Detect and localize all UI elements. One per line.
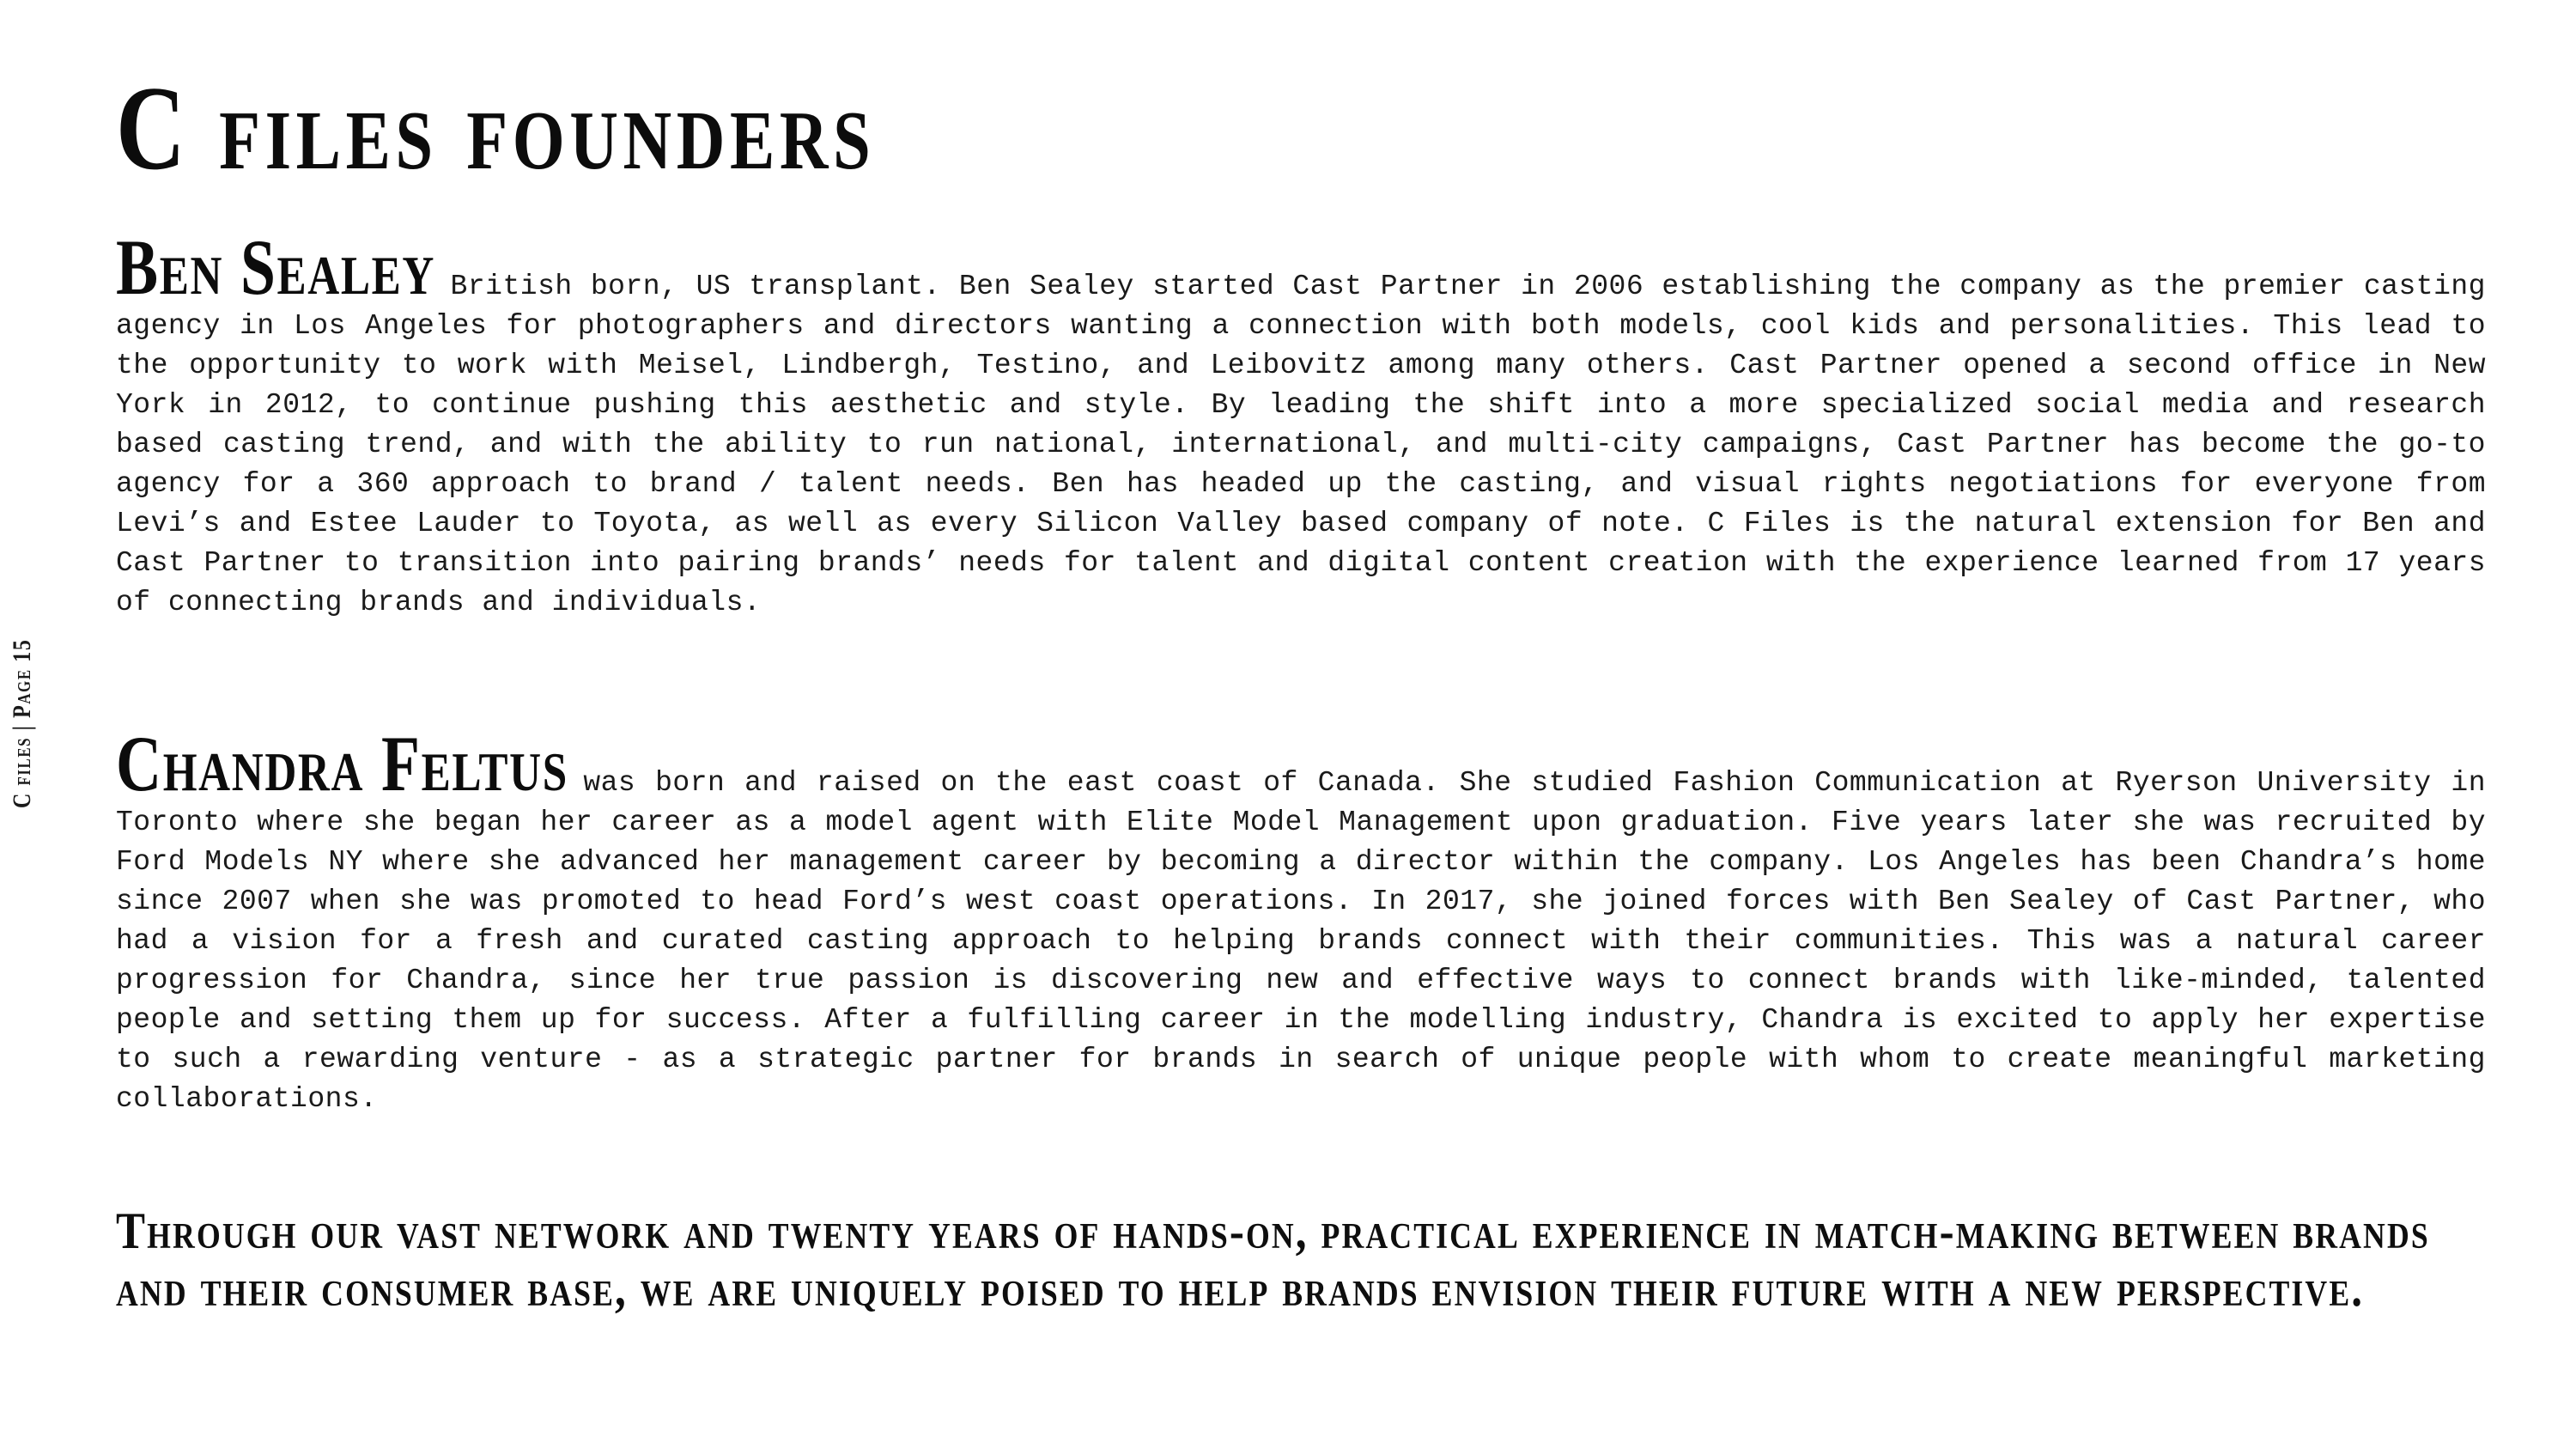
founder-bio-text-chandra: was born and raised on the east coast of Canada. She studied Fashion Communication at Ryerson University in Toronto where she began her career as a model agent with Elite Model Management upon graduation. Five years later she was recruited by Ford Models NY where she advanced her management career by becoming a director within the company. Los Angeles has been Chandra’s home since 2007 when she was promoted to head Ford’s west coast operations. In 2017, she joined forces with Ben Sealey of Cast Partner, who had a vision for a fresh and curated casting approach to helping brands connect with their communities. This was a natural career progression for Chandra, since her true passion is discovering new and effective ways to connect brands with like-minded, talented people and setting them up for success. After a fulfilling career in the modelling industry, Chandra is excited to apply her expertise to such a rewarding venture - as a strategic partner for brands in search of unique people with whom to create meaningful marketing collaborations. bbox=[116, 767, 2486, 1115]
page-content bbox=[116, 0, 2486, 1318]
page-edge-label bbox=[5, 612, 39, 835]
founder-bio-chandra bbox=[116, 720, 2486, 1119]
page-number-label: C files | Page 15 bbox=[8, 638, 36, 808]
page-title: C files founders bbox=[116, 62, 876, 195]
closing-statement-line-2: and their consumer base, we are uniquely poised to help brands envision their future with a new perspective. bbox=[116, 1260, 2365, 1317]
closing-statement-line-1: Through our vast network and twenty years of hands-on, practical experience in match-making between brands bbox=[116, 1202, 2430, 1259]
closing-statement bbox=[116, 1202, 2486, 1318]
founder-name-ben: Ben Sealey bbox=[116, 223, 435, 311]
founder-name-chandra: Chandra Feltus bbox=[116, 720, 568, 807]
founder-bio-text-ben: British born, US transplant. Ben Sealey started Cast Partner in 2006 establishing the company as the premier casting agency in Los Angeles for photographers and directors wanting a connection with both models, cool kids and personalities. This lead to the opportunity to work with Meisel, Lindbergh, Testino, and Leibovitz among many others. Cast Partner opened a second office in New York in 2012, to continue pushing this aesthetic and style. By leading the shift into a more specialized social media and research based casting trend, and with the ability to run national, international, and multi-city campaigns, Cast Partner has become the go-to agency for a 360 approach to brand / talent needs. Ben has headed up the casting, and visual rights negotiations for everyone from Levi’s and Estee Lauder to Toyota, as well as every Silicon Valley based company of note. C Files is the natural extension for Ben and Cast Partner to transition into pairing brands’ needs for talent and digital content creation with the experience learned from 17 years of connecting brands and individuals. bbox=[116, 271, 2486, 618]
founder-bio-ben bbox=[116, 223, 2486, 623]
